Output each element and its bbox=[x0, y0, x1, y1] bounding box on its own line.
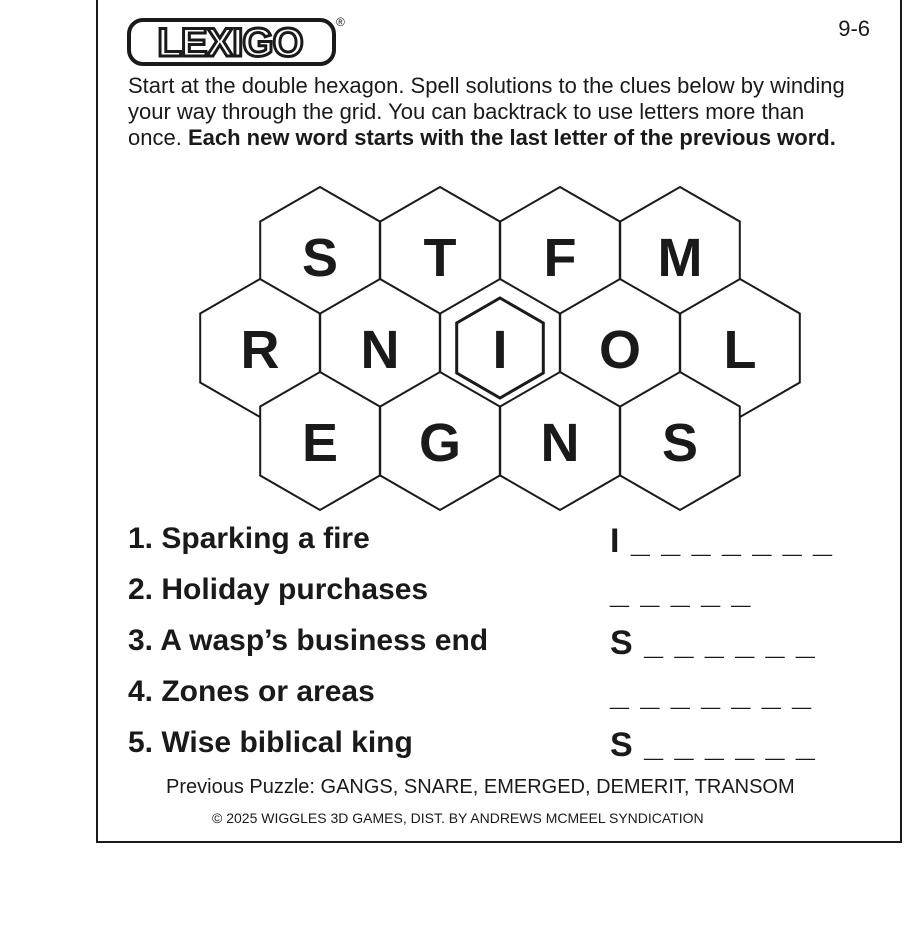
hex-letter: M bbox=[657, 228, 703, 288]
hex-letter: S bbox=[301, 228, 339, 288]
clue-5-text: 5. Wise biblical king bbox=[128, 726, 413, 759]
hex-letter: E bbox=[301, 413, 339, 473]
start-letter: I bbox=[492, 320, 508, 380]
clue-1-answer[interactable]: I _ _ _ _ _ _ _ bbox=[610, 522, 833, 560]
hex-letter: T bbox=[423, 228, 457, 288]
clue-2 bbox=[128, 573, 858, 613]
clue-4-text: 4. Zones or areas bbox=[128, 675, 375, 708]
puzzle-id: 9-6 bbox=[838, 16, 870, 41]
previous-answers: Previous Puzzle: GANGS, SNARE, EMERGED, DEMERIT, TRANSOM bbox=[166, 776, 795, 798]
copyright: © 2025 WIGGLES 3D GAMES, DIST. BY ANDREWS MCMEEL SYNDICATION bbox=[212, 810, 704, 826]
clue-5-answer[interactable]: S _ _ _ _ _ _ bbox=[610, 726, 816, 764]
instructions-normal: Start at the double hexagon. Spell solutions to the clues below by winding your way through the grid. You can backtrack to use letters more than once. bbox=[128, 73, 845, 150]
hex-letter: O bbox=[598, 320, 642, 380]
hex-letter: G bbox=[418, 413, 462, 473]
logo-text: LEXIGO bbox=[157, 21, 303, 65]
clue-2-text: 2. Holiday purchases bbox=[128, 573, 429, 606]
clue-3 bbox=[128, 624, 858, 664]
hex-letter: N bbox=[360, 320, 400, 380]
clue-1-text: 1. Sparking a fire bbox=[128, 522, 370, 555]
clue-5 bbox=[128, 726, 858, 766]
clue-3-answer[interactable]: S _ _ _ _ _ _ bbox=[610, 624, 816, 662]
clue-1 bbox=[128, 522, 858, 562]
hex-letter: R bbox=[240, 320, 280, 380]
clue-2-answer[interactable]: _ _ _ _ _ bbox=[610, 573, 752, 611]
hex-letter: N bbox=[540, 413, 580, 473]
registered-mark: ® bbox=[336, 15, 345, 29]
clue-4 bbox=[128, 675, 858, 715]
hex-letter: F bbox=[543, 228, 577, 288]
hex-letter: L bbox=[723, 320, 757, 380]
clue-4-answer[interactable]: _ _ _ _ _ _ _ bbox=[610, 675, 813, 713]
instructions-bold: Each new word starts with the last letter of the previous word. bbox=[187, 125, 836, 150]
clue-3-text: 3. A wasp’s business end bbox=[128, 624, 489, 657]
hex-letter: S bbox=[661, 413, 699, 473]
